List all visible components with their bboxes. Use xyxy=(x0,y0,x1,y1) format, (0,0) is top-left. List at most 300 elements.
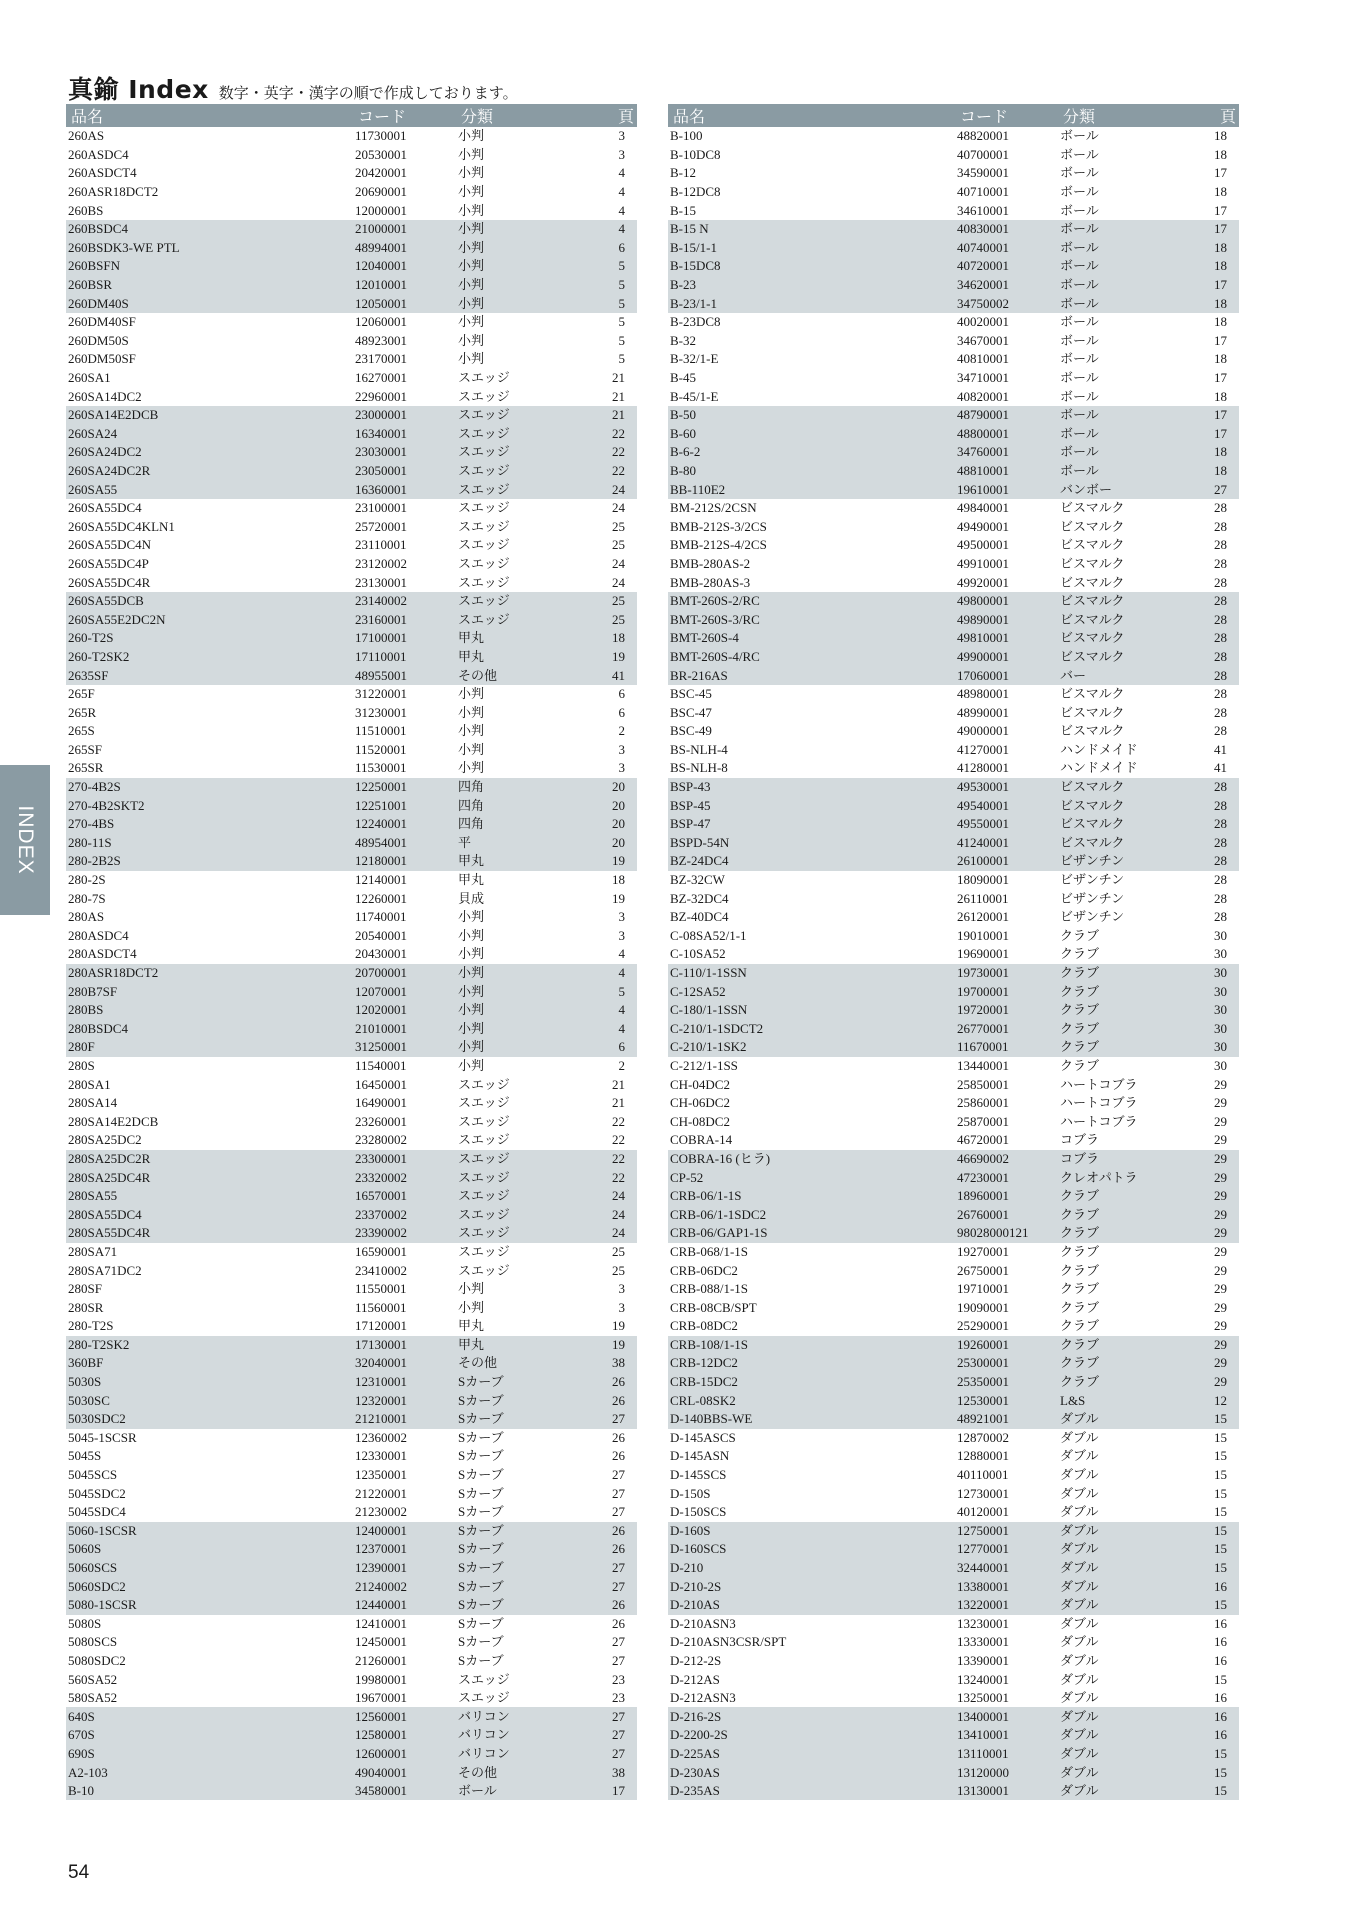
cell-name: CRB-108/1-1S xyxy=(668,1336,955,1355)
table-row xyxy=(66,741,637,760)
cell-code: 12060001 xyxy=(355,314,407,330)
cell-code: 12580001 xyxy=(353,1726,456,1745)
cell-code: 19610001 xyxy=(955,480,1058,499)
cell-category: ビスマルク xyxy=(1058,834,1196,853)
cell-name: CRB-088/1-1S xyxy=(670,1281,749,1297)
table-row xyxy=(66,1503,637,1522)
cell-category: スエッジ xyxy=(456,406,594,425)
cell-category: クラブ xyxy=(1060,1281,1100,1297)
cell-name: D-212ASN3 xyxy=(670,1690,736,1706)
cell-name: CP-52 xyxy=(668,1168,955,1187)
cell-page: 22 xyxy=(612,1132,625,1148)
cell-category: ボール xyxy=(1058,220,1196,239)
table-row xyxy=(66,1317,637,1336)
cell-code: 25720001 xyxy=(355,518,407,534)
cell-category: クラブ xyxy=(1058,1373,1196,1392)
table-row xyxy=(66,1075,637,1094)
cell-code: 23110001 xyxy=(355,537,407,553)
cell-name: 560SA52 xyxy=(68,1671,118,1687)
cell-name: 280SF xyxy=(68,1281,102,1297)
table-row xyxy=(668,703,1239,722)
cell-category: スエッジ xyxy=(456,443,594,462)
table-row xyxy=(66,852,637,871)
cell-code: 12870002 xyxy=(957,1429,1009,1445)
table-row xyxy=(66,201,637,220)
cell-category: スエッジ xyxy=(456,480,594,499)
table-row xyxy=(66,871,637,890)
cell-page: 3 xyxy=(618,909,625,925)
cell-code: 49540001 xyxy=(955,796,1058,815)
cell-code: 11530001 xyxy=(355,760,407,776)
header-category: 分類 xyxy=(1058,104,1196,127)
cell-name: 260-T2S xyxy=(66,629,353,648)
cell-category: クラブ xyxy=(1060,1243,1100,1259)
cell-code: 23140002 xyxy=(353,592,456,611)
table-row xyxy=(668,257,1239,276)
cell-category: クラブ xyxy=(1060,1318,1100,1334)
table-row xyxy=(668,1633,1239,1652)
table-row xyxy=(668,294,1239,313)
cell-name: 260SA24 xyxy=(66,425,353,444)
cell-name: 265F xyxy=(68,686,95,702)
table-row xyxy=(668,1075,1239,1094)
table-row xyxy=(66,685,637,704)
cell-category: その他 xyxy=(456,666,594,685)
cell-code: 19710001 xyxy=(957,1281,1009,1297)
cell-category: Sカーブ xyxy=(456,1373,594,1392)
cell-code: 13230001 xyxy=(957,1615,1009,1631)
table-row xyxy=(668,332,1239,351)
cell-code: 40020001 xyxy=(957,314,1009,330)
table-row xyxy=(668,220,1239,239)
cell-category: ビスマルク xyxy=(1058,796,1196,815)
cell-page: 18 xyxy=(1196,443,1239,462)
cell-name: 260-T2SK2 xyxy=(66,648,353,667)
table-row xyxy=(66,1577,637,1596)
table-row xyxy=(66,1447,637,1466)
table-row xyxy=(668,610,1239,629)
cell-code: 46720001 xyxy=(957,1132,1009,1148)
cell-page: 28 xyxy=(1196,778,1239,797)
cell-category: L&S xyxy=(1058,1391,1196,1410)
cell-code: 34710001 xyxy=(957,370,1009,386)
cell-name: D-140BBS-WE xyxy=(668,1410,955,1429)
cell-page: 4 xyxy=(594,1020,637,1039)
cell-category: ビスマルク xyxy=(1060,500,1125,516)
cell-page: 26 xyxy=(594,1391,637,1410)
cell-category: その他 xyxy=(456,1763,594,1782)
table-row xyxy=(668,1466,1239,1485)
table-row xyxy=(668,1261,1239,1280)
cell-code: 49500001 xyxy=(957,537,1009,553)
table-row xyxy=(66,1354,637,1373)
cell-page: 29 xyxy=(1214,1281,1227,1297)
cell-code: 20540001 xyxy=(355,927,407,943)
table-row xyxy=(66,332,637,351)
cell-category: ビスマルク xyxy=(1060,574,1125,590)
cell-category: 小判 xyxy=(456,982,594,1001)
cell-category: クラブ xyxy=(1058,1001,1196,1020)
table-row xyxy=(668,369,1239,388)
cell-code: 31220001 xyxy=(355,686,407,702)
cell-category: ダブル xyxy=(1060,1448,1099,1464)
cell-name: 5045SDC4 xyxy=(68,1504,126,1520)
cell-category: Sカーブ xyxy=(456,1410,594,1429)
cell-name: 280SA1 xyxy=(68,1076,111,1092)
cell-code: 98028000121 xyxy=(955,1224,1058,1243)
cell-code: 19010001 xyxy=(957,927,1009,943)
table-row xyxy=(668,1373,1239,1392)
cell-name: 260SA55DC4N xyxy=(68,537,152,553)
table-row xyxy=(668,387,1239,406)
table-row xyxy=(66,1131,637,1150)
table-row xyxy=(668,685,1239,704)
cell-page: 28 xyxy=(1196,796,1239,815)
table-row xyxy=(668,276,1239,295)
cell-name: D-150SCS xyxy=(670,1504,727,1520)
cell-code: 23050001 xyxy=(353,462,456,481)
cell-code: 13220001 xyxy=(955,1596,1058,1615)
cell-code: 18090001 xyxy=(957,872,1009,888)
cell-name: 280BS xyxy=(66,1001,353,1020)
cell-page: 41 xyxy=(594,666,637,685)
cell-category: 小判 xyxy=(456,1001,594,1020)
cell-name: CRB-15DC2 xyxy=(668,1373,955,1392)
cell-category: スエッジ xyxy=(456,1168,594,1187)
table-row xyxy=(66,183,637,202)
cell-page: 24 xyxy=(612,555,625,571)
table-row xyxy=(668,815,1239,834)
table-row xyxy=(668,443,1239,462)
cell-code: 12330001 xyxy=(355,1448,407,1464)
table-row xyxy=(668,517,1239,536)
cell-page: 30 xyxy=(1214,927,1227,943)
cell-name: COBRA-16 (ヒラ) xyxy=(668,1150,955,1169)
cell-code: 12370001 xyxy=(353,1540,456,1559)
cell-name: CRB-12DC2 xyxy=(668,1354,955,1373)
cell-name: BMB-212S-4/2CS xyxy=(670,537,767,553)
table-row xyxy=(668,1522,1239,1541)
cell-page: 21 xyxy=(612,370,625,386)
cell-name: 2635SF xyxy=(66,666,353,685)
cell-category: ダブル xyxy=(1060,1429,1099,1445)
table-row xyxy=(66,1168,637,1187)
cell-page: 30 xyxy=(1196,1020,1239,1039)
cell-category: バリコン xyxy=(456,1745,594,1764)
table-row xyxy=(668,1187,1239,1206)
cell-category: 小判 xyxy=(458,1057,485,1073)
cell-page: 18 xyxy=(1214,146,1227,162)
cell-category: ボール xyxy=(1058,257,1196,276)
cell-category: ボール xyxy=(1060,165,1099,181)
cell-page: 18 xyxy=(1196,239,1239,258)
cell-page: 28 xyxy=(1196,629,1239,648)
cell-code: 11730001 xyxy=(355,128,407,144)
table-row xyxy=(66,629,637,648)
cell-name: 260SA55DC4KLN1 xyxy=(68,518,175,534)
cell-code: 48954001 xyxy=(353,834,456,853)
cell-name: 280SA55 xyxy=(66,1187,353,1206)
cell-page: 16 xyxy=(1214,1634,1227,1650)
cell-name: 5060-1SCSR xyxy=(66,1522,353,1541)
cell-code: 47230001 xyxy=(955,1168,1058,1187)
cell-page: 3 xyxy=(618,1281,625,1297)
cell-page: 19 xyxy=(594,648,637,667)
cell-category: ダブル xyxy=(1060,1504,1099,1520)
cell-category: 小判 xyxy=(458,351,485,367)
table-row xyxy=(66,1391,637,1410)
table-row xyxy=(668,778,1239,797)
table-row xyxy=(66,1038,637,1057)
cell-page: 25 xyxy=(594,592,637,611)
cell-code: 23030001 xyxy=(353,443,456,462)
table-row xyxy=(66,778,637,797)
cell-category: 小判 xyxy=(456,294,594,313)
cell-page: 17 xyxy=(1214,370,1227,386)
cell-code: 20420001 xyxy=(355,165,407,181)
cell-code: 40110001 xyxy=(957,1467,1009,1483)
cell-name: 5045S xyxy=(68,1448,102,1464)
cell-name: B-15/1-1 xyxy=(668,239,955,258)
cell-category: Sカーブ xyxy=(456,1577,594,1596)
cell-name: C-12SA52 xyxy=(668,982,955,1001)
cell-category: スエッジ xyxy=(456,610,594,629)
table-row xyxy=(66,257,637,276)
cell-name: D-210ASN3CSR/SPT xyxy=(670,1634,787,1650)
cell-name: CH-04DC2 xyxy=(670,1076,730,1092)
cell-category: スエッジ xyxy=(458,1132,510,1148)
cell-name: D-150S xyxy=(670,1485,711,1501)
cell-code: 16270001 xyxy=(355,370,407,386)
cell-code: 34610001 xyxy=(957,202,1009,218)
cell-code: 20530001 xyxy=(355,146,407,162)
cell-page: 24 xyxy=(594,1187,637,1206)
table-row xyxy=(66,1187,637,1206)
cell-page: 21 xyxy=(594,406,637,425)
cell-name: D-210ASN3 xyxy=(670,1615,736,1631)
cell-page: 15 xyxy=(1196,1540,1239,1559)
cell-code: 12360002 xyxy=(355,1429,407,1445)
cell-page: 24 xyxy=(594,1205,637,1224)
cell-name: 280-2S xyxy=(68,872,106,888)
cell-code: 40120001 xyxy=(957,1504,1009,1520)
table-row xyxy=(66,1782,637,1801)
table-row xyxy=(668,1020,1239,1039)
cell-code: 21000001 xyxy=(353,220,456,239)
table-row xyxy=(66,276,637,295)
cell-category: ダブル xyxy=(1058,1763,1196,1782)
cell-code: 49800001 xyxy=(955,592,1058,611)
cell-page: 19 xyxy=(594,1336,637,1355)
cell-code: 19690001 xyxy=(957,946,1009,962)
cell-code: 34590001 xyxy=(957,165,1009,181)
cell-page: 15 xyxy=(1196,1763,1239,1782)
cell-category: ボール xyxy=(1058,443,1196,462)
cell-code: 23170001 xyxy=(355,351,407,367)
cell-name: 260BS xyxy=(68,202,104,218)
cell-code: 23130001 xyxy=(355,574,407,590)
cell-category: ビスマルク xyxy=(1060,555,1125,571)
cell-name: BSC-49 xyxy=(670,723,712,739)
table-row xyxy=(668,1057,1239,1076)
cell-page: 26 xyxy=(612,1448,625,1464)
cell-name: 5030S xyxy=(66,1373,353,1392)
cell-page: 16 xyxy=(1196,1577,1239,1596)
cell-category: クラブ xyxy=(1060,946,1100,962)
cell-page: 20 xyxy=(594,778,637,797)
cell-category: スエッジ xyxy=(456,462,594,481)
cell-name: 260SA55DCB xyxy=(66,592,353,611)
header-code: コード xyxy=(955,104,1058,127)
cell-name: D-212-2S xyxy=(670,1652,722,1668)
cell-code: 12070001 xyxy=(353,982,456,1001)
table-row xyxy=(66,1298,637,1317)
table-row xyxy=(668,1429,1239,1448)
cell-name: C-180/1-1SSN xyxy=(668,1001,955,1020)
header-page: 頁 xyxy=(1196,104,1239,127)
cell-code: 12251001 xyxy=(353,796,456,815)
cell-page: 26 xyxy=(594,1522,637,1541)
table-row xyxy=(668,480,1239,499)
cell-name: 280SA14E2DCB xyxy=(68,1113,159,1129)
cell-page: 4 xyxy=(618,946,625,962)
cell-name: 260SA55DC4R xyxy=(68,574,151,590)
cell-code: 48990001 xyxy=(957,704,1009,720)
cell-page: 29 xyxy=(1214,1243,1227,1259)
cell-category: ハートコブラ xyxy=(1060,1076,1138,1092)
cell-code: 12240001 xyxy=(353,815,456,834)
cell-code: 12310001 xyxy=(353,1373,456,1392)
cell-page: 27 xyxy=(594,1707,637,1726)
cell-code: 48921001 xyxy=(955,1410,1058,1429)
cell-page: 28 xyxy=(1196,815,1239,834)
cell-code: 25290001 xyxy=(957,1318,1009,1334)
cell-code: 12530001 xyxy=(955,1391,1058,1410)
cell-name: 270-4BS xyxy=(66,815,353,834)
cell-name: 690S xyxy=(66,1745,353,1764)
table-row xyxy=(668,908,1239,927)
table-row xyxy=(66,1596,637,1615)
cell-page: 22 xyxy=(594,1168,637,1187)
table-row xyxy=(668,741,1239,760)
cell-category: ダブル xyxy=(1058,1559,1196,1578)
cell-code: 17110001 xyxy=(353,648,456,667)
table-row xyxy=(668,573,1239,592)
table-row xyxy=(668,1280,1239,1299)
cell-category: ボール xyxy=(1060,388,1099,404)
cell-code: 12750001 xyxy=(955,1522,1058,1541)
table-row xyxy=(66,573,637,592)
cell-name: 260SA24DC2 xyxy=(66,443,353,462)
cell-page: 29 xyxy=(1214,1076,1227,1092)
cell-name: BZ-32DC4 xyxy=(670,890,729,906)
cell-name: BSP-47 xyxy=(668,815,955,834)
cell-name: B-45 xyxy=(670,370,696,386)
cell-category: コブラ xyxy=(1060,1132,1100,1148)
cell-name: CRB-06/GAP1-1S xyxy=(668,1224,955,1243)
cell-category: スエッジ xyxy=(456,1205,594,1224)
cell-name: BZ-40DC4 xyxy=(670,909,729,925)
cell-category: ビザンチン xyxy=(1060,890,1125,906)
cell-name: BMT-260S-4 xyxy=(668,629,955,648)
cell-code: 21240002 xyxy=(353,1577,456,1596)
cell-name: 280-T2SK2 xyxy=(66,1336,353,1355)
cell-page: 3 xyxy=(618,146,625,162)
cell-page: 27 xyxy=(594,1745,637,1764)
cell-category: ビスマルク xyxy=(1058,610,1196,629)
cell-name: BB-110E2 xyxy=(668,480,955,499)
cell-page: 28 xyxy=(1196,666,1239,685)
table-row xyxy=(66,1057,637,1076)
cell-name: C-210/1-1SDCT2 xyxy=(668,1020,955,1039)
cell-name: 5060S xyxy=(66,1540,353,1559)
cell-name: D-145ASN xyxy=(670,1448,730,1464)
cell-category: クラブ xyxy=(1060,1057,1100,1073)
cell-code: 48790001 xyxy=(955,406,1058,425)
table-row xyxy=(668,183,1239,202)
table-row xyxy=(668,350,1239,369)
cell-page: 16 xyxy=(1214,1690,1227,1706)
cell-category: 小判 xyxy=(458,760,485,776)
cell-category: 小判 xyxy=(458,332,485,348)
cell-name: 280SA25DC4R xyxy=(66,1168,353,1187)
cell-name: 280SA71DC2 xyxy=(68,1262,142,1278)
table-row xyxy=(668,1484,1239,1503)
cell-category: バンボー xyxy=(1058,480,1196,499)
cell-name: B-10DC8 xyxy=(670,146,721,162)
cell-name: 280ASR18DCT2 xyxy=(66,964,353,983)
table-row xyxy=(66,834,637,853)
cell-category: コブラ xyxy=(1058,1150,1196,1169)
table-row xyxy=(668,555,1239,574)
cell-page: 25 xyxy=(612,1262,625,1278)
cell-category: ボール xyxy=(1058,425,1196,444)
cell-name: 580SA52 xyxy=(68,1690,118,1706)
cell-name: 280SA25DC2R xyxy=(66,1150,353,1169)
cell-page: 22 xyxy=(594,425,637,444)
cell-category: ボール xyxy=(1058,462,1196,481)
cell-category: ハートコブラ xyxy=(1060,1095,1138,1111)
cell-category: ビザンチン xyxy=(1060,909,1125,925)
cell-category: スエッジ xyxy=(458,1262,510,1278)
cell-category: クレオパトラ xyxy=(1058,1168,1196,1187)
cell-page: 15 xyxy=(1214,1504,1227,1520)
cell-name: 260SA14E2DCB xyxy=(66,406,353,425)
cell-page: 6 xyxy=(594,1038,637,1057)
cell-page: 28 xyxy=(1214,872,1227,888)
cell-name: CRB-068/1-1S xyxy=(670,1243,749,1259)
cell-page: 15 xyxy=(1214,1671,1227,1687)
cell-name: D-2200-2S xyxy=(668,1726,955,1745)
table-row xyxy=(66,1522,637,1541)
cell-page: 28 xyxy=(1214,574,1227,590)
table-row xyxy=(66,499,637,518)
cell-page: 25 xyxy=(612,518,625,534)
table-row xyxy=(668,239,1239,258)
cell-name: 5060SCS xyxy=(66,1559,353,1578)
cell-code: 12730001 xyxy=(957,1485,1009,1501)
cell-category: Sカーブ xyxy=(458,1429,504,1445)
cell-name: COBRA-14 xyxy=(670,1132,733,1148)
cell-name: 280F xyxy=(66,1038,353,1057)
cell-code: 49920001 xyxy=(957,574,1009,590)
table-row xyxy=(66,1094,637,1113)
cell-category: スエッジ xyxy=(456,1150,594,1169)
cell-category: バリコン xyxy=(456,1726,594,1745)
cell-page: 38 xyxy=(594,1354,637,1373)
table-row xyxy=(66,480,637,499)
cell-code: 25870001 xyxy=(957,1113,1009,1129)
